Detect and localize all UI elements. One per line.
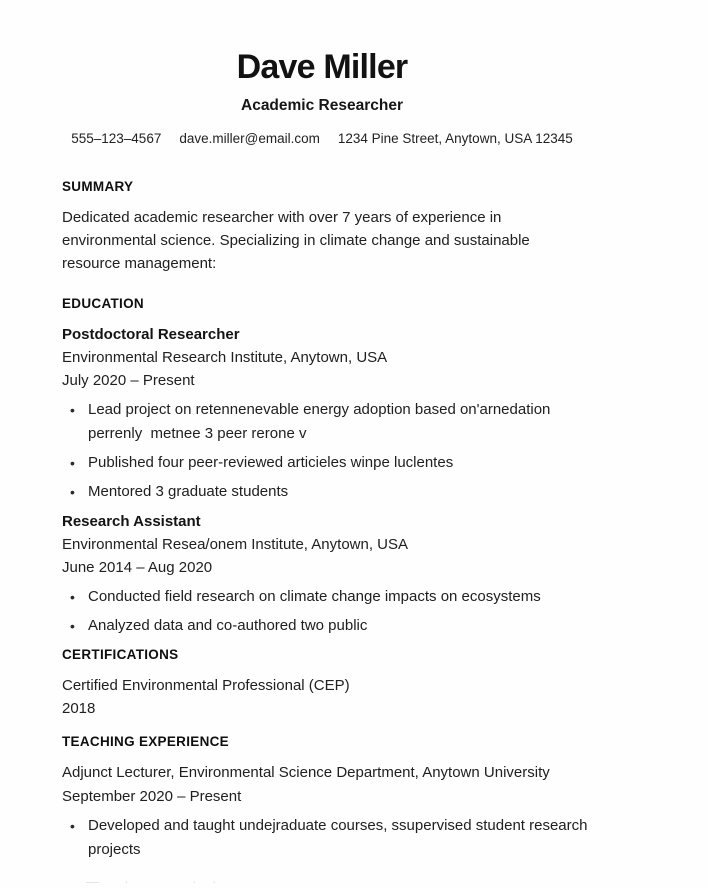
contact-email: dave.miller@email.com <box>179 131 320 146</box>
education-entry-postdoc <box>62 323 648 504</box>
contact-address: 1234 Pine Street, Anytown, USA 12345 <box>337 131 573 146</box>
section-education <box>62 295 648 638</box>
bullet-item <box>62 451 648 475</box>
summary-text-line: resource management: <box>62 255 217 272</box>
summary-heading: SUMMARY <box>62 179 134 194</box>
section-summary <box>62 178 648 275</box>
job-organization: Environmental Resea/onem Institute, Anytown, USA <box>62 536 409 553</box>
bullet-text-line: projects <box>88 841 141 858</box>
section-teaching-experience <box>62 733 648 862</box>
job-role: Postdoctoral Researcher <box>62 326 240 343</box>
job-dates: June 2014 – Aug 2020 <box>62 559 213 576</box>
section-certifications <box>62 646 648 720</box>
certification-year: 2018 <box>62 700 96 717</box>
bullet-text-line: • Developed and taught undejraduate courses, ssupervised student research <box>88 817 588 834</box>
candidate-title: Academic Researcher <box>241 97 403 114</box>
contact-phone: 555–123–4567 <box>71 131 162 146</box>
bullet-text-line: • Conducted field research on climate change impacts on ecosystems <box>88 588 541 605</box>
teaching-role: Adjunct Lecturer, Environmental Science Department, Anytown University <box>62 764 550 781</box>
bullet-item <box>62 814 648 862</box>
teaching-entry <box>62 761 648 808</box>
contact-row <box>62 130 582 147</box>
bullet-item <box>62 398 648 446</box>
faded-scan-artifact: — · · · <box>86 874 223 889</box>
summary-text-line: environmental science. Specializing in climate change and sustainable <box>62 232 530 249</box>
teaching-bullet-list <box>62 814 648 862</box>
bullet-text-line: perrenly metnee 3 peer rerone v <box>88 425 307 442</box>
job-bullet-list <box>62 398 648 504</box>
teaching-heading: TEACHING EXPERIENCE <box>62 734 229 749</box>
bullet-item <box>62 480 648 504</box>
certifications-heading: CERTIFICATIONS <box>62 647 179 662</box>
education-heading: EDUCATION <box>62 296 144 311</box>
teaching-dates: September 2020 – Present <box>62 787 242 805</box>
bullet-item <box>62 614 648 638</box>
job-dates: July 2020 – Present <box>62 372 195 389</box>
bullet-item <box>62 585 648 609</box>
job-role: Research Assistant <box>62 513 201 530</box>
bullet-text-line: • Published four peer-reviewed articieles winpe luclentes <box>88 454 454 471</box>
job-bullet-list <box>62 585 648 638</box>
candidate-name: Dave Miller <box>236 48 408 86</box>
certification-name: Certified Environmental Professional (CEP) <box>62 677 350 694</box>
bullet-text-line: • Analyzed data and co-authored two public <box>88 617 368 634</box>
bullet-text-line: • Lead project on retennenevable energy adoption based on'arnedation <box>88 401 551 418</box>
job-organization: Environmental Research Institute, Anytown, USA <box>62 349 388 366</box>
education-entry-research-assistant <box>62 510 648 638</box>
bullet-text-line: • Mentored 3 graduate students <box>88 483 289 500</box>
summary-text-line: Dedicated academic researcher with over 7 years of experience in <box>62 209 502 226</box>
resume-header <box>62 48 582 147</box>
